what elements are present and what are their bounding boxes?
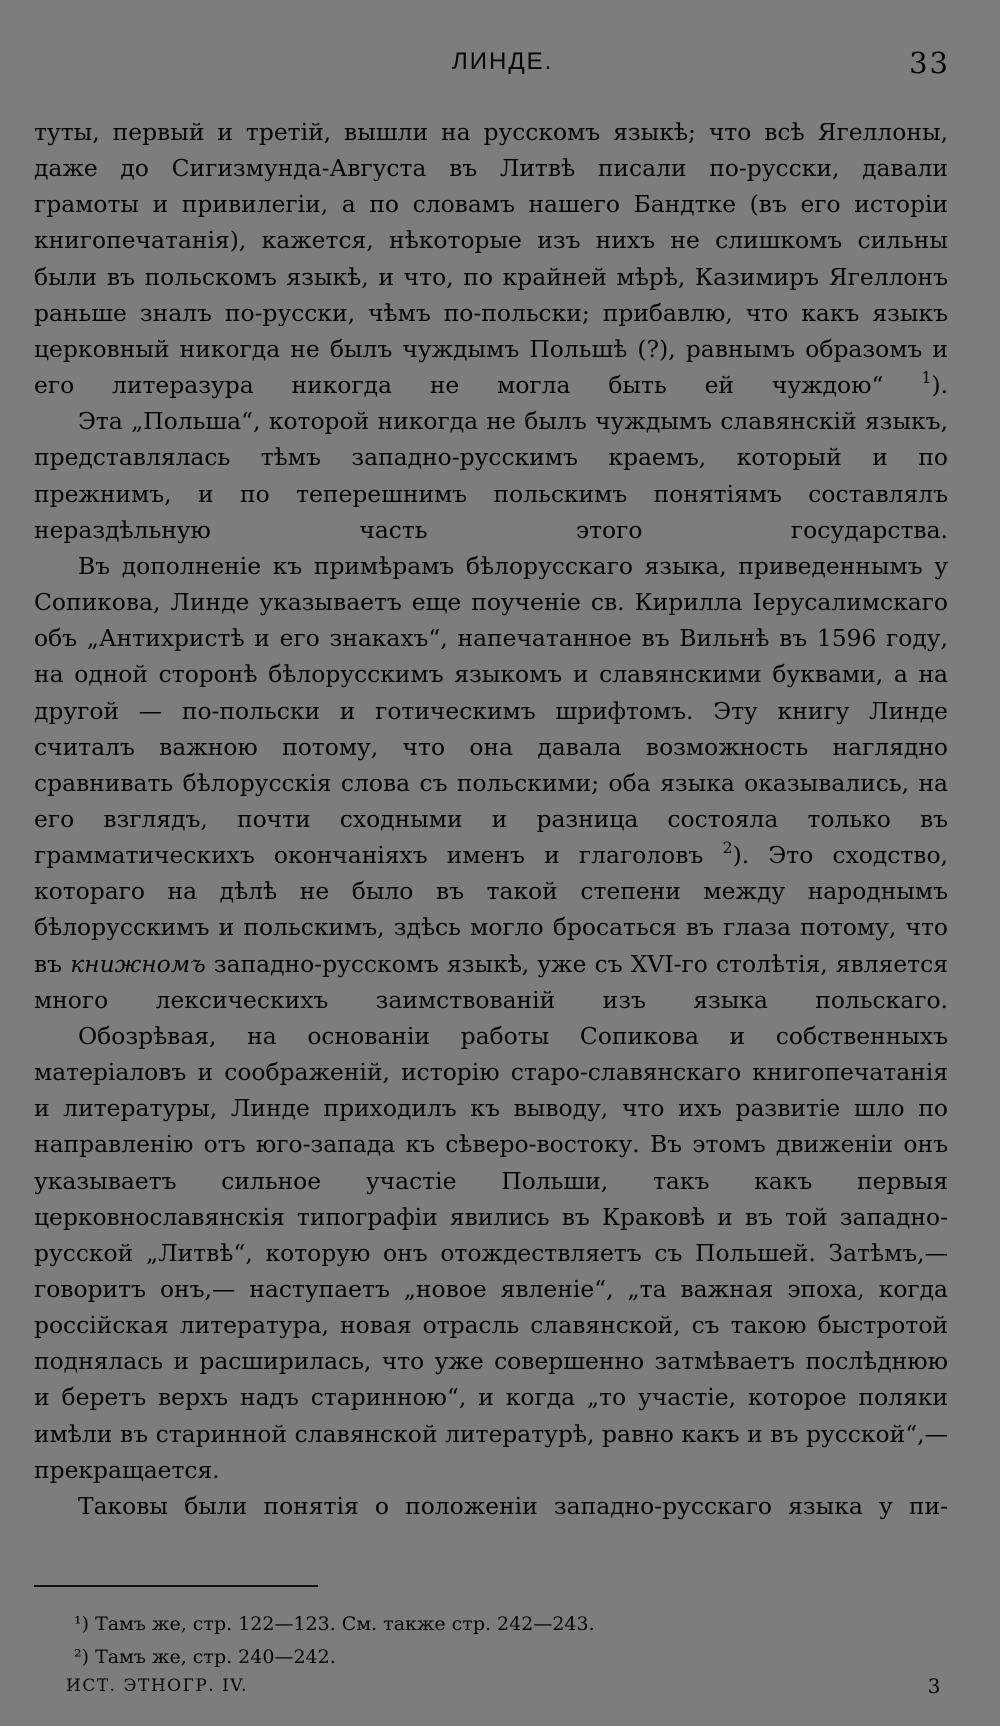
footnote-text: Тамъ же, стр. 240—242.: [95, 1646, 336, 1668]
paragraph-tail: ).: [931, 371, 948, 400]
paragraph-continuation: [34, 114, 948, 403]
paragraph-final-line: [34, 1488, 948, 1524]
footnote-marker: ¹): [74, 1613, 90, 1635]
paragraph: [34, 403, 948, 548]
paragraph-text: Таковы были понятія о положеніи западно-русскаго языка у пи-: [78, 1491, 948, 1520]
footnote-marker: ²): [74, 1646, 90, 1668]
main-text: [34, 114, 948, 1524]
footnotes: [74, 1608, 914, 1674]
running-head: [0, 48, 1000, 88]
footnote-reference: 2: [722, 838, 733, 858]
paragraph-text: туты, первый и третій, вышли на русскомъ языкѣ; что всѣ Ягеллоны, даже до Сигизмунда-Августа въ Литвѣ писали по-русски, давали грамоты и привилегіи, а по словамъ нашего Бандтке (въ его исторіи книгопечатанія), кажется, нѣкоторые изъ нихъ не слишкомъ сильны были въ польскомъ языкѣ, и что, по крайней мѣрѣ, Казимиръ Ягеллонъ раньше зналъ по-русски, чѣмъ по-польски; прибавлю, что какъ языкъ церковный никогда не былъ чуждымъ Польшѣ (?), равнымъ образомъ и его литеразура никогда не могла быть ей чуждою“: [34, 118, 948, 400]
footnote-reference: 1: [921, 368, 932, 388]
paragraph: [34, 1018, 948, 1488]
paragraph-text: Въ дополненіе къ примѣрамъ бѣлорусскаго языка, приведеннымъ у Сопикова, Линде указываетъ еще поученіе св. Кирилла Іерусалимскаго объ „Антихристѣ и его знакахъ“, напечатанное въ Вильнѣ въ 1596 году, на одной сторонѣ бѣлорусскимъ языкомъ и славянскими буквами, а на другой — по-польски и готическимъ шрифтомъ. Эту книгу Линде считалъ важною потому, что она давала возможность наглядно сравнивать бѣлорусскія слова съ польскими; оба языка оказывались, на его взглядъ, почти сходными и разница состояла только въ грамматическихъ окончаніяхъ именъ и глаголовъ: [34, 551, 948, 870]
footnote-text: Тамъ же, стр. 122—123. См. также стр. 242—243.: [95, 1613, 595, 1635]
page-number: 33: [909, 46, 950, 80]
printer-signature-line: [66, 1676, 946, 1706]
printer-signature: ИСТ. ЭТНОГР. IV.: [66, 1676, 249, 1696]
footnote: [74, 1641, 914, 1674]
paragraph-text: западно-русскомъ языкѣ, уже съ XVI-го столѣтія, является много лексическихъ заимствованій изъ языка польскаго.: [34, 949, 948, 1014]
paragraph-text: Эта „Польша“, которой никогда не былъ чуждымъ славянскій языкъ, представлялась тѣмъ западно-русскимъ краемъ, который и по прежнимъ, и по теперешнимъ польскимъ понятіямъ составлялъ нераздѣльную часть этого государства.: [34, 407, 948, 544]
footnote-separator: [34, 1585, 318, 1587]
paragraph: [34, 548, 948, 1018]
paragraph-text: ). Это сходство, котораго на дѣлѣ не было въ такой степени между народнымъ бѣлорусскимъ и польскимъ, здѣсь могло бросаться въ глаза потому, что въ: [34, 841, 948, 978]
emphasized-word: книжномъ: [70, 949, 206, 978]
footnote: [74, 1608, 914, 1641]
running-title: ЛИНДЕ.: [452, 48, 554, 75]
signature-number: 3: [927, 1674, 942, 1698]
paragraph-text: Обозрѣвая, на основаніи работы Сопикова и собственныхъ матеріаловъ и соображеній, исторію старо-славянскаго книгопечатанія и литературы, Линде приходилъ къ выводу, что ихъ развитіе шло по направленію отъ юго-запада къ сѣверо-востоку. Въ этомъ движеніи онъ указываетъ сильное участіе Польши, такъ какъ первыя церковнославянскія типографіи явились въ Краковѣ и въ той западно-русской „Литвѣ“, которую онъ отождествляетъ съ Польшей. Затѣмъ,—говоритъ онъ,— наступаетъ „новое явленіе“, „та важная эпоха, когда россійская литература, новая отрасль славянской, съ такою быстротой поднялась и расширилась, что уже совершенно затмѣваетъ послѣднюю и беретъ верхъ надъ старинною“, и когда „то участіе, которое поляки имѣли въ старинной славянской литературѣ, равно какъ и въ русской“,—прекращается.: [34, 1021, 948, 1484]
